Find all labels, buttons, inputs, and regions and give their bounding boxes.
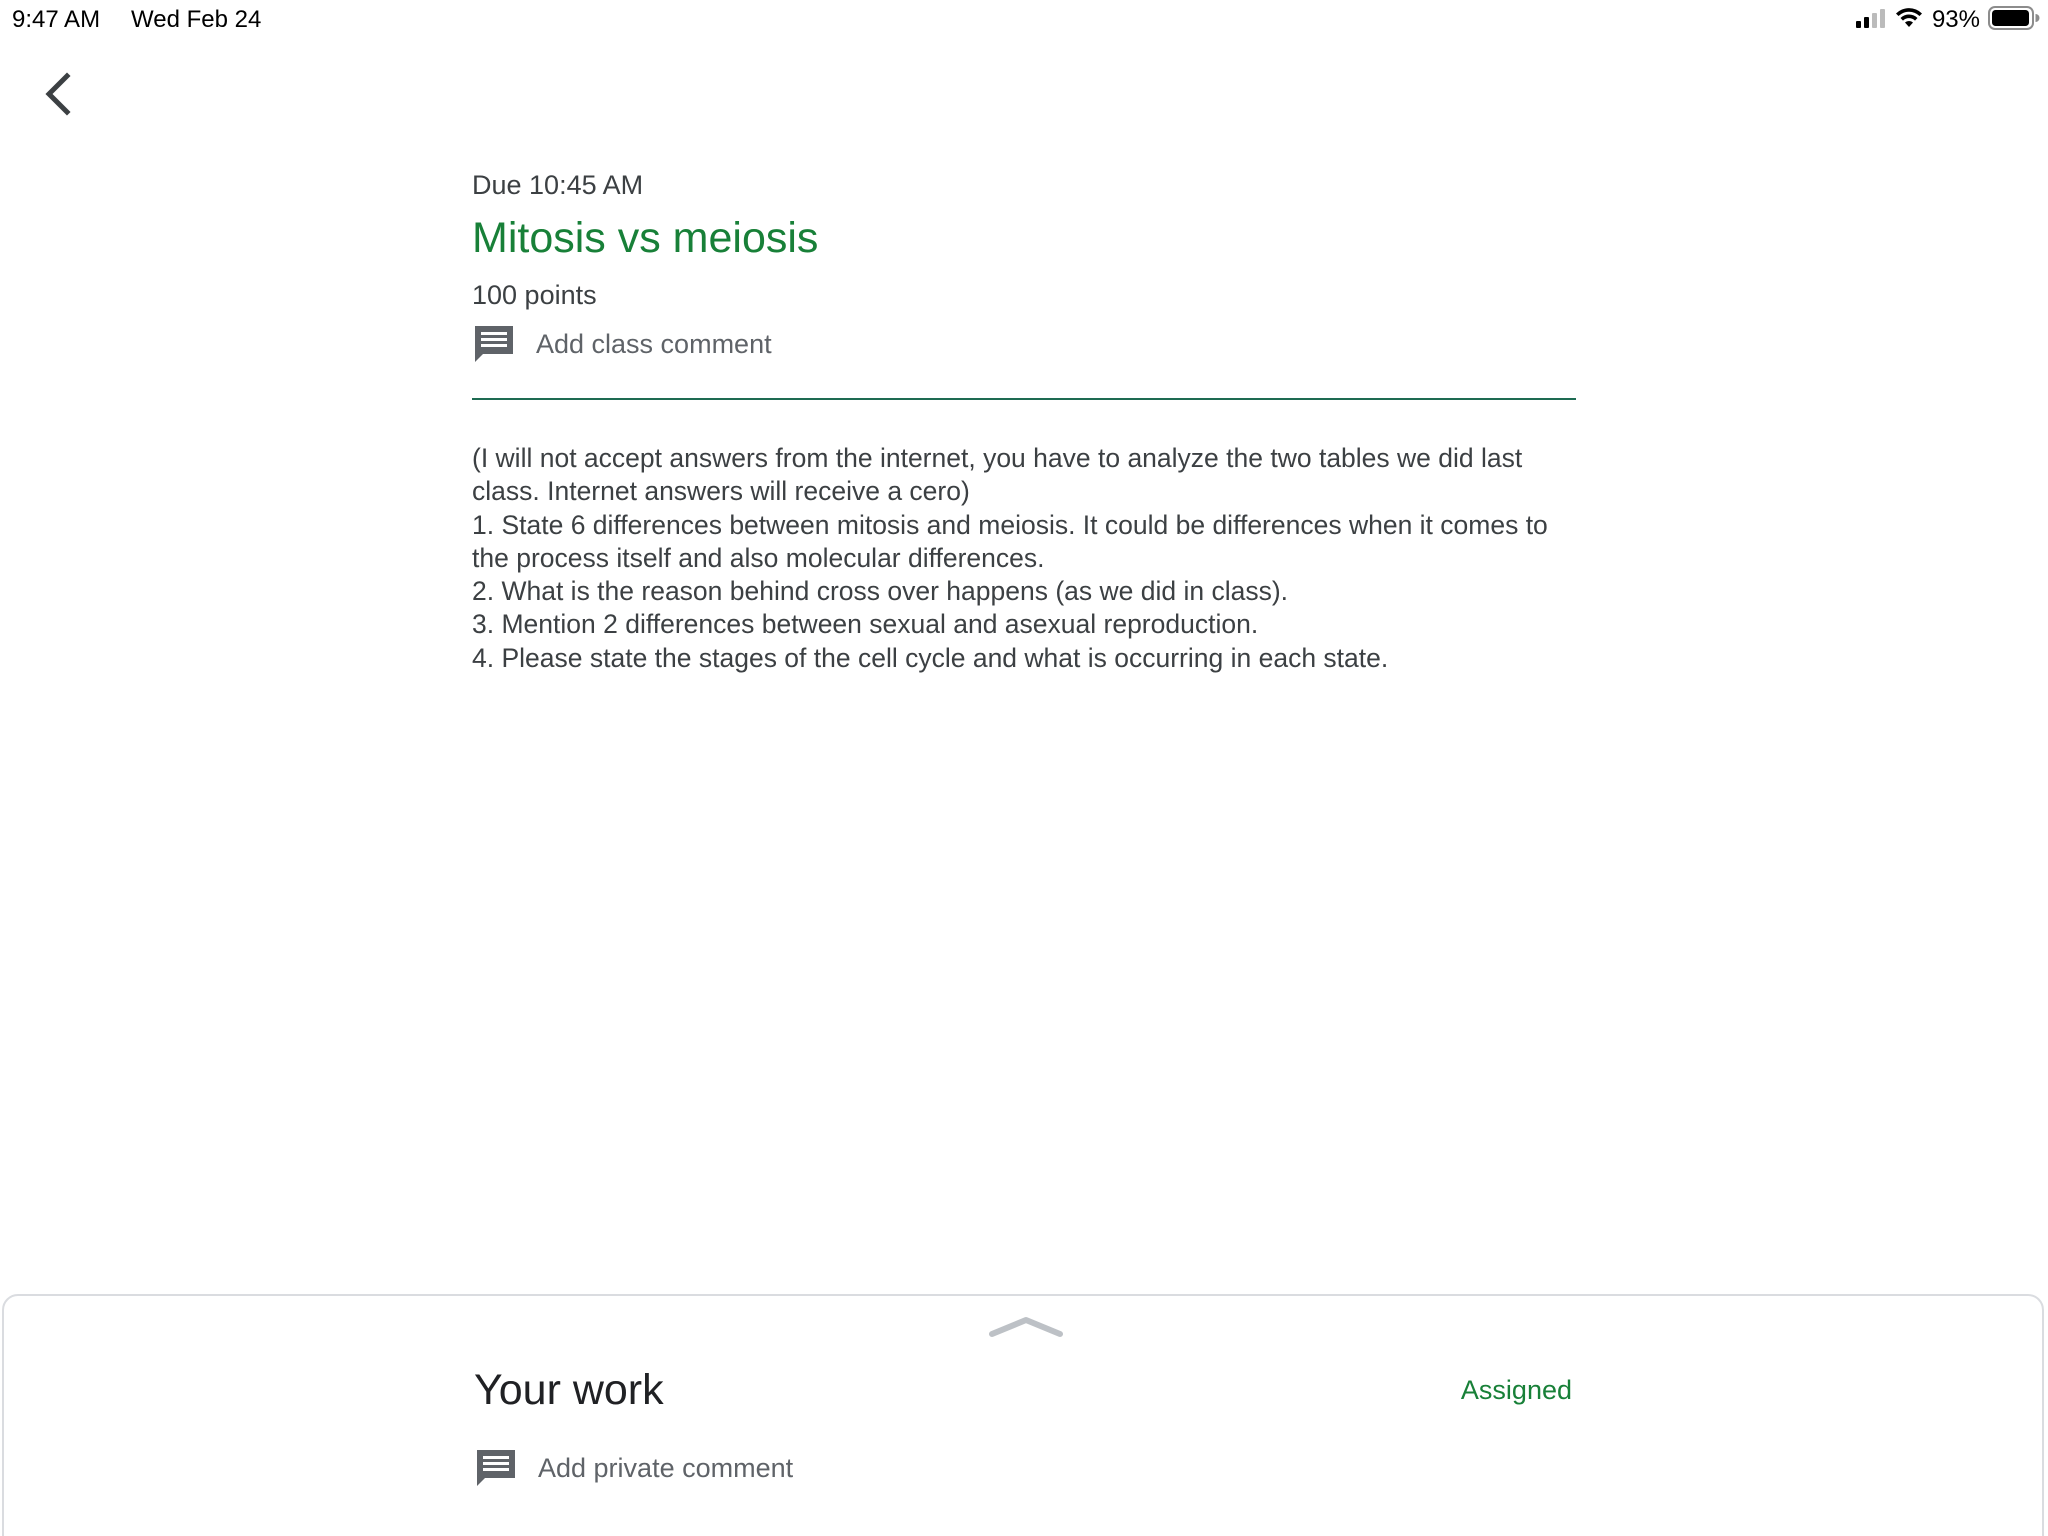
chevron-left-icon <box>43 72 73 121</box>
status-date: Wed Feb 24 <box>131 6 262 33</box>
assignment-title: Mitosis vs meiosis <box>472 214 819 262</box>
add-private-comment-label: Add private comment <box>538 1452 794 1483</box>
battery-percent: 93% <box>1931 6 1980 33</box>
status-badge: Assigned <box>1460 1375 1572 1405</box>
your-work-sheet <box>2 1294 2044 1536</box>
assignment-points: 100 points <box>472 280 597 310</box>
assignment-description: (I will not accept answers from the internet, you have to analyze the two tables we did last class. Internet answers will receive a cero) 1. State 6 differences between mitosis and meiosis. It could be differences when it comes to the process itself and also molecular differences. 2. What is the reason behind cross over happens (as we did in class). 3. Mention 2 differences between sexual and asexual reproduction. 4. Please state the stages of the cell cycle and what is occurring in each state. <box>472 443 1548 673</box>
add-class-comment-button[interactable] <box>472 322 1576 366</box>
assignment-details <box>472 166 1576 675</box>
divider <box>472 398 1576 400</box>
wifi-icon <box>1894 7 1924 34</box>
cellular-signal-icon <box>1856 8 1886 33</box>
status-time: 9:47 AM <box>12 6 101 33</box>
comment-icon <box>472 322 516 366</box>
due-time: Due 10:45 AM <box>472 170 644 200</box>
chevron-up-icon <box>988 1327 1064 1344</box>
private-comment-icon <box>474 1446 518 1490</box>
status-bar <box>0 0 2048 40</box>
back-button[interactable] <box>36 70 80 122</box>
status-indicators <box>1856 6 2040 34</box>
add-private-comment-button[interactable] <box>474 1446 793 1490</box>
battery-icon <box>1988 5 2040 36</box>
add-class-comment-label: Add class comment <box>536 328 772 359</box>
your-work-heading: Your work <box>474 1366 664 1414</box>
sheet-expand-handle[interactable] <box>988 1314 1064 1340</box>
